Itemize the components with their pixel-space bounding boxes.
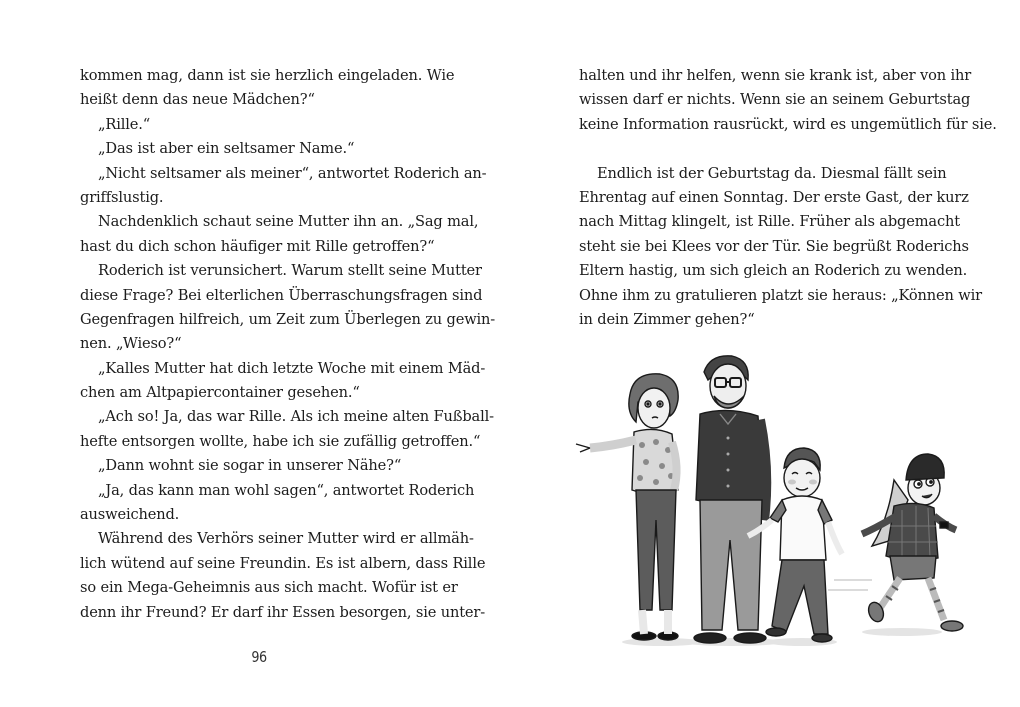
motion-lines bbox=[828, 580, 872, 590]
text-line: nen. „Wieso?“ bbox=[80, 335, 182, 353]
father-figure bbox=[694, 356, 766, 643]
text-line: so ein Mega-Geheimnis aus sich macht. Wofür ist er bbox=[80, 579, 458, 597]
paragraph-1 bbox=[579, 64, 997, 137]
paragraph-2 bbox=[579, 162, 982, 333]
text-line: Roderich ist verunsichert. Warum stellt seine Mutter bbox=[98, 262, 482, 280]
text-line: „Ach so! Ja, das war Rille. Als ich meine alten Fußball- bbox=[98, 408, 494, 426]
text-line: chen am Altpapiercontainer gesehen.“ bbox=[80, 384, 360, 402]
text-line: „Nicht seltsamer als meiner“, antwortet Roderich an- bbox=[98, 164, 487, 182]
text-line: ausweichend. bbox=[80, 506, 180, 524]
text-line: nach Mittag klingelt, ist Rille. Früher als abgemacht bbox=[579, 213, 960, 231]
text-line: Endlich ist der Geburtstag da. Diesmal fällt sein bbox=[597, 164, 947, 182]
text-line: halten und ihr helfen, wenn sie krank ist, aber von ihr bbox=[579, 67, 972, 84]
page-number: 96 bbox=[251, 648, 267, 666]
mother-figure bbox=[576, 374, 678, 640]
text-line: Ohne ihm zu gratulieren platzt sie heraus: „Können wir bbox=[579, 286, 982, 304]
text-line: lich wütend auf seine Freundin. Es ist albern, dass Rille bbox=[80, 554, 486, 572]
text-line: Während des Verhörs seiner Mutter wird er allmäh- bbox=[98, 530, 474, 548]
text-line: „Dann wohnt sie sogar in unserer Nähe?“ bbox=[98, 457, 402, 475]
text-line: heißt denn das neue Mädchen?“ bbox=[80, 91, 315, 109]
text-line: „Das ist aber ein seltsamer Name.“ bbox=[98, 140, 355, 158]
text-line: „Kalles Mutter hat dich letzte Woche mit einem Mäd- bbox=[98, 359, 486, 377]
text-line: „Ja, das kann man wohl sagen“, antwortet Roderich bbox=[98, 481, 475, 499]
text-line: kommen mag, dann ist sie herzlich eingeladen. Wie bbox=[80, 67, 455, 84]
text-line: wissen darf er nichts. Wenn sie an seinem Geburtstag bbox=[579, 91, 971, 109]
text-line: „Rille.“ bbox=[98, 115, 151, 133]
text-line: diese Frage? Bei elterlichen Überraschungsfragen sind bbox=[80, 286, 483, 304]
text-line: steht sie bei Klees vor der Tür. Sie begrüßt Roderichs bbox=[579, 237, 969, 255]
text-line: Gegenfragen hilfreich, um Zeit zum Überlegen zu gewin- bbox=[80, 310, 496, 328]
text-line: keine Information rausrückt, wird es ungemütlich für sie. bbox=[579, 115, 997, 133]
text-line: Ehrentag auf einen Sonntag. Der erste Gast, der kurz bbox=[579, 188, 969, 206]
right-page-text bbox=[579, 64, 997, 332]
text-line: hast du dich schon häufiger mit Rille getroffen?“ bbox=[80, 237, 435, 255]
left-page-text bbox=[80, 64, 496, 625]
text-line: Eltern hastig, um sich gleich an Roderich zu wenden. bbox=[579, 262, 968, 280]
text-line: hefte entsorgen wollte, habe ich sie zufällig getroffen.“ bbox=[80, 432, 481, 450]
rille-figure bbox=[862, 454, 963, 631]
illustration bbox=[572, 350, 972, 650]
text-line: griffslustig. bbox=[80, 188, 164, 206]
paragraph-gap bbox=[579, 137, 941, 161]
text-line: Nachdenklich schaut seine Mutter ihn an. „Sag mal, bbox=[98, 213, 479, 231]
text-line: denn ihr Freund? Er darf ihr Essen besorgen, sie unter- bbox=[80, 603, 486, 621]
right-page bbox=[510, 0, 1020, 707]
text-line: in dein Zimmer gehen?“ bbox=[579, 310, 755, 328]
